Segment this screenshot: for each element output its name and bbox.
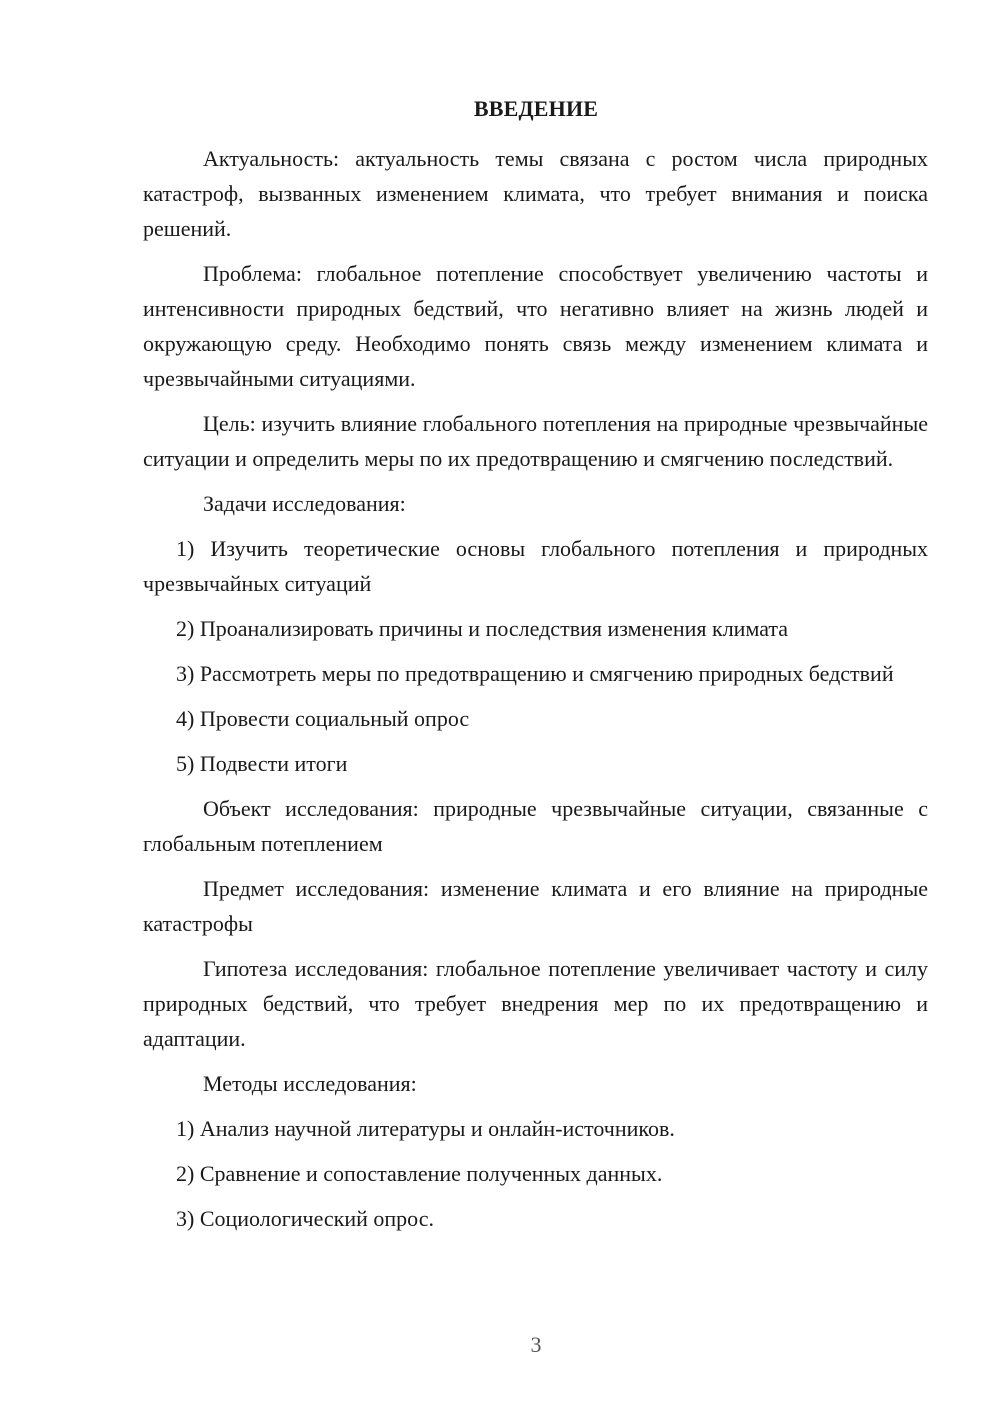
list-item-method-2: 2) Сравнение и сопоставление полученных данных. bbox=[176, 1161, 663, 1186]
paragraph-tasks-heading: Задачи исследования: bbox=[203, 491, 406, 516]
list-item-task-3: 3) Рассмотреть меры по предотвращению и смягчению природных бедствий bbox=[176, 661, 894, 686]
paragraph-object: Объект исследования: природные чрезвычайные ситуации, связанные с глобальным потеплением bbox=[143, 796, 928, 856]
list-item-task-1: 1) Изучить теоретические основы глобального потепления и природных чрезвычайных ситуаций bbox=[143, 536, 928, 596]
paragraph-methods-heading: Методы исследования: bbox=[203, 1071, 417, 1096]
list-item-method-1: 1) Анализ научной литературы и онлайн-источников. bbox=[176, 1116, 675, 1141]
list-item-task-5: 5) Подвести итоги bbox=[176, 751, 348, 776]
paragraph-problem: Проблема: глобальное потепление способствует увеличению частоты и интенсивности природных бедствий, что негативно влияет на жизнь людей и окружающую среду. Необходимо понять связь между изменением климата и чрезвычайными ситуациями. bbox=[143, 261, 928, 391]
document-body bbox=[143, 141, 928, 1246]
paragraph-relevance: Актуальность: актуальность темы связана с ростом числа природных катастроф, вызванных изменением климата, что требует внимания и поиска решений. bbox=[143, 146, 928, 241]
list-item-task-4: 4) Провести социальный опрос bbox=[176, 706, 470, 731]
section-heading: ВВЕДЕНИЕ bbox=[473, 96, 599, 121]
paragraph-hypothesis: Гипотеза исследования: глобальное потепление увеличивает частоту и силу природных бедствий, что требует внедрения мер по их предотвращению и адаптации. bbox=[143, 956, 928, 1051]
list-item-method-3: 3) Социологический опрос. bbox=[176, 1206, 434, 1231]
page-number: 3 bbox=[530, 1332, 542, 1357]
paragraph-subject: Предмет исследования: изменение климата и его влияние на природные катастрофы bbox=[143, 876, 928, 936]
paragraph-goal: Цель: изучить влияние глобального потепления на природные чрезвычайные ситуации и определить меры по их предотвращению и смягчению последствий. bbox=[143, 411, 928, 471]
list-item-task-2: 2) Проанализировать причины и последствия изменения климата bbox=[176, 616, 789, 641]
